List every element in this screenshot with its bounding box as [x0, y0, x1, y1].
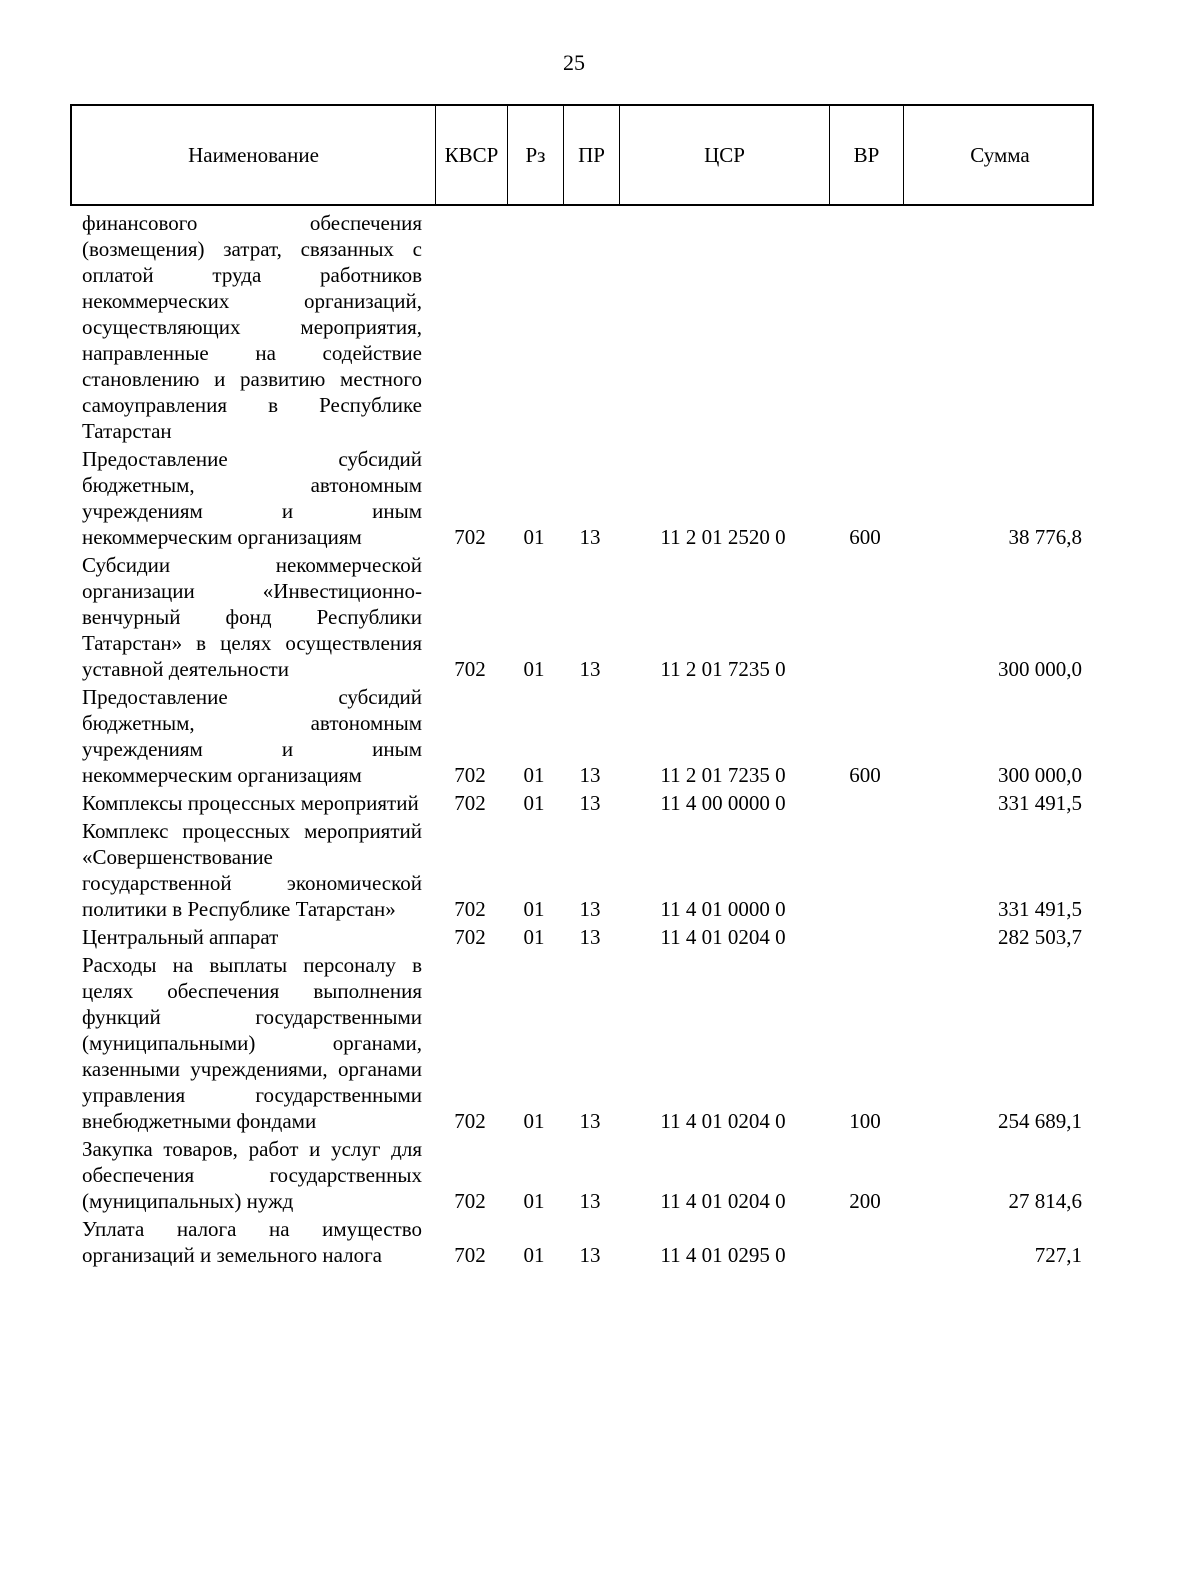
cell-vr: 200: [849, 1189, 881, 1213]
cell-name: Закупка товаров, работ и услуг для обеспечения государственных (муниципальных) нужд: [82, 1137, 422, 1213]
cell-kvsr: 702: [454, 791, 486, 815]
cell-kvsr: 702: [454, 925, 486, 949]
cell-name: Комплекс процессных мероприятий «Совершенствование государственной экономической политики в Республике Татарстан»: [82, 819, 422, 921]
cell-kvsr: 702: [454, 1189, 486, 1213]
cell-csr: 11 4 01 0204 0: [660, 1189, 786, 1213]
cell-pr: 13: [579, 1189, 601, 1213]
cell-kvsr: 702: [454, 1109, 486, 1133]
cell-pr: [562, 210, 618, 444]
cell-pr: 13: [579, 897, 601, 921]
header-pr: ПР: [564, 106, 620, 204]
header-csr: ЦСР: [620, 106, 830, 204]
cell-rz: 01: [523, 897, 545, 921]
cell-pr: 13: [579, 657, 601, 681]
table-row: [70, 446, 1094, 550]
cell-pr: 13: [579, 1243, 601, 1267]
cell-rz: 01: [523, 925, 545, 949]
cell-sum: 300 000,0: [998, 657, 1082, 681]
table-row: [70, 210, 1094, 444]
table-row: [70, 1216, 1094, 1268]
cell-csr: 11 4 00 0000 0: [660, 791, 786, 815]
cell-pr: 13: [579, 525, 601, 549]
cell-csr: 11 2 01 2520 0: [660, 525, 786, 549]
cell-rz: 01: [523, 791, 545, 815]
table-row: [70, 552, 1094, 682]
cell-sum: 727,1: [1034, 1243, 1082, 1267]
cell-name: финансового обеспечения (возмещения) затрат, связанных с оплатой труда работников некоммерческих организаций, осуществляющих мероприятия, направленные на содействие становлению и развитию местного самоуправления в Республике Татарстан: [82, 211, 422, 443]
cell-rz: 01: [523, 763, 545, 787]
table-row: [70, 684, 1094, 788]
cell-kvsr: 702: [454, 1243, 486, 1267]
table-row: [70, 818, 1094, 922]
header-name: Наименование: [72, 106, 436, 204]
cell-name: Уплата налога на имущество организаций и земельного налога: [82, 1217, 422, 1267]
table-body: [70, 210, 1094, 1268]
cell-sum: 282 503,7: [998, 925, 1082, 949]
table-row: [70, 790, 1094, 816]
cell-csr: 11 2 01 7235 0: [660, 763, 786, 787]
cell-csr: [618, 210, 828, 444]
cell-vr: 600: [849, 525, 881, 549]
cell-csr: 11 4 01 0204 0: [660, 925, 786, 949]
table-header: [70, 104, 1094, 206]
cell-pr: 13: [579, 763, 601, 787]
cell-sum: 27 814,6: [1008, 1189, 1082, 1213]
cell-pr: 13: [579, 925, 601, 949]
cell-kvsr: 702: [454, 525, 486, 549]
cell-csr: 11 4 01 0204 0: [660, 1109, 786, 1133]
cell-name: Предоставление субсидий бюджетным, автономным учреждениям и иным некоммерческим организациям: [82, 685, 422, 787]
cell-name: Комплексы процессных мероприятий: [82, 791, 419, 815]
header-sum: Сумма: [970, 142, 1030, 167]
cell-sum: 38 776,8: [1008, 525, 1082, 549]
cell-rz: 01: [523, 525, 545, 549]
header-rz: Рз: [508, 106, 564, 204]
cell-sum: 331 491,5: [998, 897, 1082, 921]
cell-pr: 13: [579, 1109, 601, 1133]
budget-table: [70, 104, 1094, 1268]
header-kvsr: КВСР: [436, 106, 508, 204]
cell-kvsr: 702: [454, 763, 486, 787]
cell-vr: [828, 552, 902, 682]
cell-rz: 01: [523, 657, 545, 681]
cell-sum: 254 689,1: [998, 1109, 1082, 1133]
cell-rz: [506, 210, 562, 444]
cell-name: Субсидии некоммерческой организации «Инвестиционно-венчурный фонд Республики Татарстан» в целях осуществления уставной деятельности: [82, 553, 422, 681]
cell-rz: 01: [523, 1109, 545, 1133]
cell-vr: 600: [849, 763, 881, 787]
cell-vr: 100: [849, 1109, 881, 1133]
table-row: [70, 924, 1094, 950]
cell-name: Центральный аппарат: [82, 925, 279, 949]
cell-vr: [828, 818, 902, 922]
cell-kvsr: [434, 210, 506, 444]
cell-kvsr: 702: [454, 657, 486, 681]
header-vr: ВР: [830, 106, 904, 204]
cell-name: Расходы на выплаты персоналу в целях обеспечения выполнения функций государственными (муниципальными) органами, казенными учреждениями, органами управления государственными внебюджетными фондами: [82, 953, 422, 1133]
cell-vr: [828, 790, 902, 816]
cell-csr: 11 2 01 7235 0: [660, 657, 786, 681]
cell-vr: [828, 924, 902, 950]
cell-csr: 11 4 01 0000 0: [660, 897, 786, 921]
table-row: [70, 952, 1094, 1134]
cell-kvsr: 702: [454, 897, 486, 921]
cell-sum: 300 000,0: [998, 763, 1082, 787]
table-row: [70, 1136, 1094, 1214]
cell-pr: 13: [579, 791, 601, 815]
cell-sum: [902, 210, 1094, 444]
cell-rz: 01: [523, 1243, 545, 1267]
page-number: 25: [563, 50, 585, 75]
cell-csr: 11 4 01 0295 0: [660, 1243, 786, 1267]
cell-sum: 331 491,5: [998, 791, 1082, 815]
cell-name: Предоставление субсидий бюджетным, автономным учреждениям и иным некоммерческим организациям: [82, 447, 422, 549]
cell-vr: [828, 1216, 902, 1268]
cell-rz: 01: [523, 1189, 545, 1213]
cell-vr: [828, 210, 902, 444]
